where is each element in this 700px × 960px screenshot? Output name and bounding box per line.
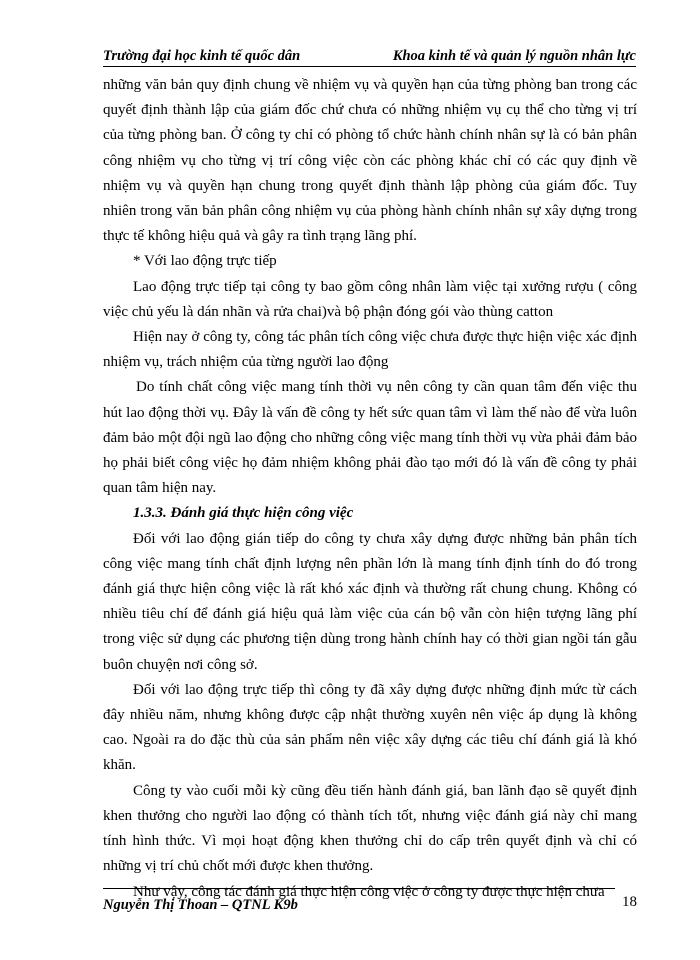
paragraph: Đối với lao động gián tiếp do công ty chưa xây dựng được những bản phân tích công việc mang tính chất định lượng nên phần lớn là mang tính định tính do đó trong đánh giá thực hiện công việc là rất khó xác định và thường rất chung chung. Không có nhiều tiêu chí để đánh giá hiệu quả làm việc của cán bộ vẫn còn hiện tượng lãng phí trong việc sử dụng các phương tiện dùng trong hành chính hay có thời gian ngồi tán gẫu buôn chuyện nơi công sở. — [103, 530, 637, 673]
paragraph: Như vậy, công tác đánh giá thực hiện công việc ở công ty được thực hiện chưa — [133, 883, 605, 900]
paragraph: Đối với lao động trực tiếp thì công ty đã xây dựng được những định mức từ cách đây nhiều năm, nhưng không được cập nhật thường xuyên nên việc áp dụng là không cao. Ngoài ra do đặc thù của sản phẩm nên việc xây dựng các tiêu chí đánh giá là khó khăn. — [103, 681, 637, 774]
paragraph: Hiện nay ở công ty, công tác phân tích công việc chưa được thực hiện việc xác định nhiệm vụ, trách nhiệm của từng người lao động — [103, 329, 637, 371]
paragraph: Công ty vào cuối mỗi kỳ cũng đều tiến hành đánh giá, ban lãnh đạo sẽ quyết định khen thưởng cho người lao động có thành tích tốt, nhưng việc đánh giá này chỉ mang tính hình thức. Vì mọi hoạt động khen thưởng chỉ do cấp trên quyết định và chỉ có những vị trí chủ chốt mới được khen thưởng. — [103, 782, 637, 875]
section-heading: 1.3.3. Đánh giá thực hiện công việc — [133, 505, 354, 522]
footer-divider — [103, 888, 615, 889]
paragraph-subheading: * Với lao động trực tiếp — [133, 253, 277, 270]
paragraph: Lao động trực tiếp tại công ty bao gồm công nhân làm việc tại xưởng rượu ( công việc chủ yếu là dán nhãn và rửa chai)và bộ phận đóng gói vào thùng catton — [103, 278, 637, 320]
paragraph-continued: những văn bản quy định chung về nhiệm vụ và quyền hạn của từng phòng ban trong các quyết định thành lập của giám đốc chứ chưa có những nhiệm vụ cụ thể cho từng vị trí của từng phòng ban. Ở công ty chỉ có phòng tổ chức hành chính nhân sự là có bản phân công nhiệm vụ cho từng vị trí công việc còn các phòng khác chỉ có các quy định về nhiệm vụ và quyền hạn chung trong quyết định thành lập phòng của giám đốc. Tuy nhiên trong văn bản phân công nhiệm vụ của phòng hành chính nhân sự xây dựng trong thực tế không hiệu quả và gây ra tình trạng lãng phí. — [103, 77, 637, 245]
page-header — [103, 44, 636, 67]
header-university: Trường đại học kinh tế quốc dân — [103, 48, 301, 64]
page-number: 18 — [622, 894, 637, 910]
paragraph: Do tính chất công việc mang tính thời vụ nên công ty cần quan tâm đến việc thu hút lao động thời vụ. Đây là vấn đề công ty hết sức quan tâm vì làm thế nào để vừa luôn đảm bảo một đội ngũ lao động cho những công việc mang tính thời vụ vừa phải đảm bảo họ phải biết công việc họ đảm nhiệm không phải đào tạo mới đó là vấn đề công ty phải quan tâm hiện nay. — [103, 379, 637, 497]
header-faculty: Khoa kinh tế và quản lý nguồn nhân lực — [392, 48, 636, 64]
document-body — [103, 73, 637, 905]
footer-author: Nguyễn Thị Thoan – QTNL K9b — [103, 897, 298, 913]
